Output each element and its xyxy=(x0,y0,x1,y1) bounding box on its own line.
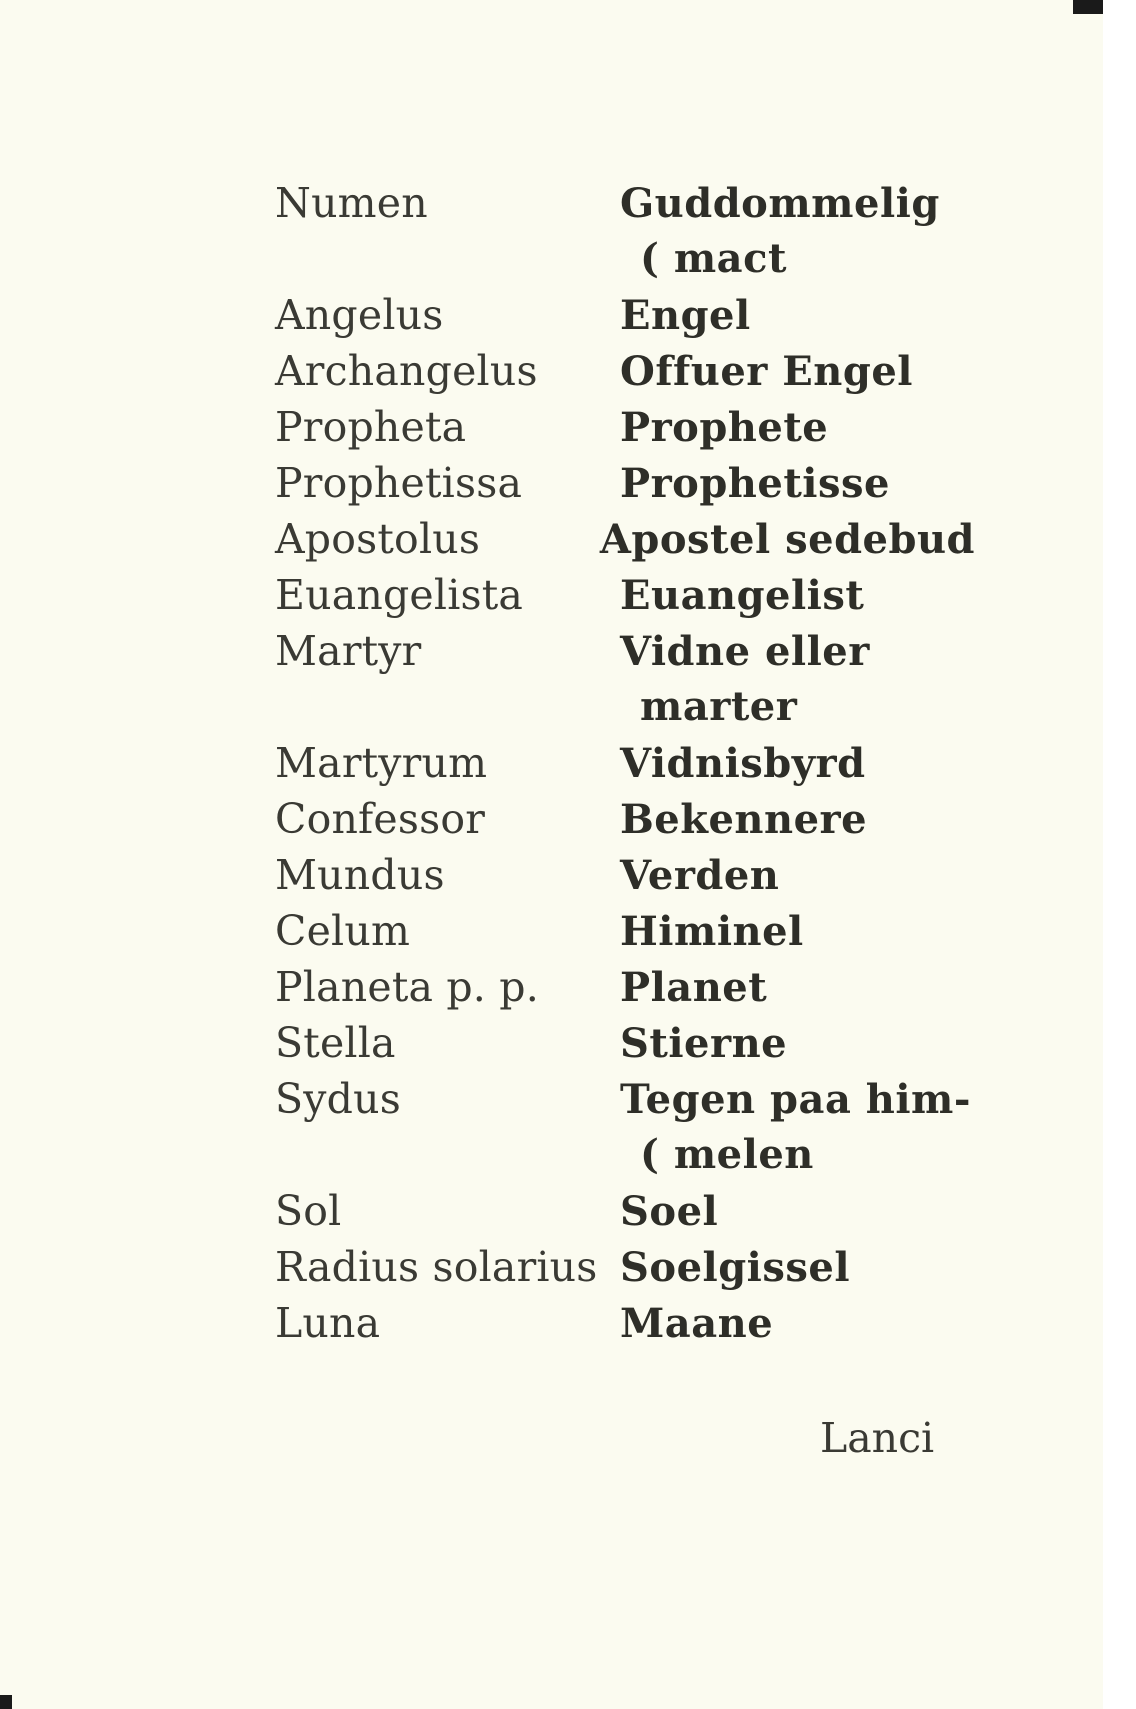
latin-term: Angelus xyxy=(275,291,444,339)
latin-term: Numen xyxy=(275,179,428,227)
latin-term: Planeta p. p. xyxy=(275,963,539,1011)
glossary-line xyxy=(275,623,975,679)
glossary-entry xyxy=(275,1239,975,1295)
danish-translation: Apostel sedebud xyxy=(599,516,975,563)
glossary-line xyxy=(275,399,975,455)
glossary-entry xyxy=(275,175,975,287)
glossary-line xyxy=(275,1015,975,1071)
latin-term: Radius solarius xyxy=(275,1243,598,1291)
danish-translation: Soelgissel xyxy=(620,1244,851,1291)
glossary-line xyxy=(275,175,975,231)
danish-translation: Offuer Engel xyxy=(620,348,913,395)
latin-term: Luna xyxy=(275,1299,381,1347)
glossary-line xyxy=(275,1295,975,1351)
danish-translation: Prophete xyxy=(620,404,829,451)
danish-translation: Verden xyxy=(620,852,780,899)
glossary-entry xyxy=(275,399,975,455)
translation-continuation-line xyxy=(275,1127,975,1183)
glossary-line xyxy=(275,1071,975,1127)
glossary-line xyxy=(275,343,975,399)
danish-translation: Vidne eller xyxy=(620,628,870,675)
latin-term: Propheta xyxy=(275,403,467,451)
latin-term: Sol xyxy=(275,1187,342,1235)
glossary-entry xyxy=(275,847,975,903)
glossary-entry xyxy=(275,1295,975,1351)
catchword: Lanci xyxy=(820,1414,935,1462)
glossary-line xyxy=(275,959,975,1015)
danish-translation: Stierne xyxy=(620,1020,788,1067)
danish-translation: Euangelist xyxy=(620,572,865,619)
danish-continuation: marter xyxy=(640,683,798,730)
glossary-line xyxy=(275,511,975,567)
translation-continuation-line xyxy=(275,231,975,287)
latin-term: Confessor xyxy=(275,795,486,843)
glossary-entry xyxy=(275,455,975,511)
glossary-list xyxy=(275,175,975,1351)
danish-translation: Engel xyxy=(620,292,751,339)
glossary-line xyxy=(275,847,975,903)
latin-term: Mundus xyxy=(275,851,445,899)
latin-term: Martyrum xyxy=(275,739,488,787)
danish-translation: Vidnisbyrd xyxy=(620,740,866,787)
glossary-line xyxy=(275,567,975,623)
latin-term: Sydus xyxy=(275,1075,401,1123)
glossary-entry xyxy=(275,343,975,399)
glossary-line xyxy=(275,735,975,791)
glossary-entry xyxy=(275,567,975,623)
danish-translation: Guddommelig xyxy=(620,180,940,227)
glossary-entry xyxy=(275,511,975,567)
danish-translation: Bekennere xyxy=(620,796,868,843)
glossary-line xyxy=(275,791,975,847)
danish-continuation: ( mact xyxy=(640,235,787,282)
glossary-line xyxy=(275,287,975,343)
glossary-entry xyxy=(275,903,975,959)
latin-term: Stella xyxy=(275,1019,396,1067)
latin-term: Celum xyxy=(275,907,411,955)
latin-term: Apostolus xyxy=(275,515,481,563)
glossary-line xyxy=(275,1239,975,1295)
glossary-entry xyxy=(275,1071,975,1183)
danish-translation: Maane xyxy=(620,1300,774,1347)
latin-term: Euangelista xyxy=(275,571,524,619)
danish-translation: Tegen paa him- xyxy=(620,1076,971,1123)
latin-term: Archangelus xyxy=(275,347,538,395)
latin-term: Prophetissa xyxy=(275,459,523,507)
glossary-entry xyxy=(275,791,975,847)
danish-continuation: ( melen xyxy=(640,1131,814,1178)
scan-edge-mark-bottom xyxy=(0,1695,12,1709)
scan-edge-mark-top xyxy=(1073,0,1103,14)
translation-continuation-line xyxy=(275,679,975,735)
glossary-entry xyxy=(275,1015,975,1071)
danish-translation: Himinel xyxy=(620,908,804,955)
glossary-entry xyxy=(275,959,975,1015)
glossary-entry xyxy=(275,623,975,735)
danish-translation: Soel xyxy=(620,1188,719,1235)
glossary-line xyxy=(275,903,975,959)
glossary-entry xyxy=(275,1183,975,1239)
danish-translation: Planet xyxy=(620,964,768,1011)
danish-translation: Prophetisse xyxy=(620,460,890,507)
latin-term: Martyr xyxy=(275,627,422,675)
glossary-line xyxy=(275,455,975,511)
glossary-entry xyxy=(275,735,975,791)
glossary-line xyxy=(275,1183,975,1239)
glossary-entry xyxy=(275,287,975,343)
